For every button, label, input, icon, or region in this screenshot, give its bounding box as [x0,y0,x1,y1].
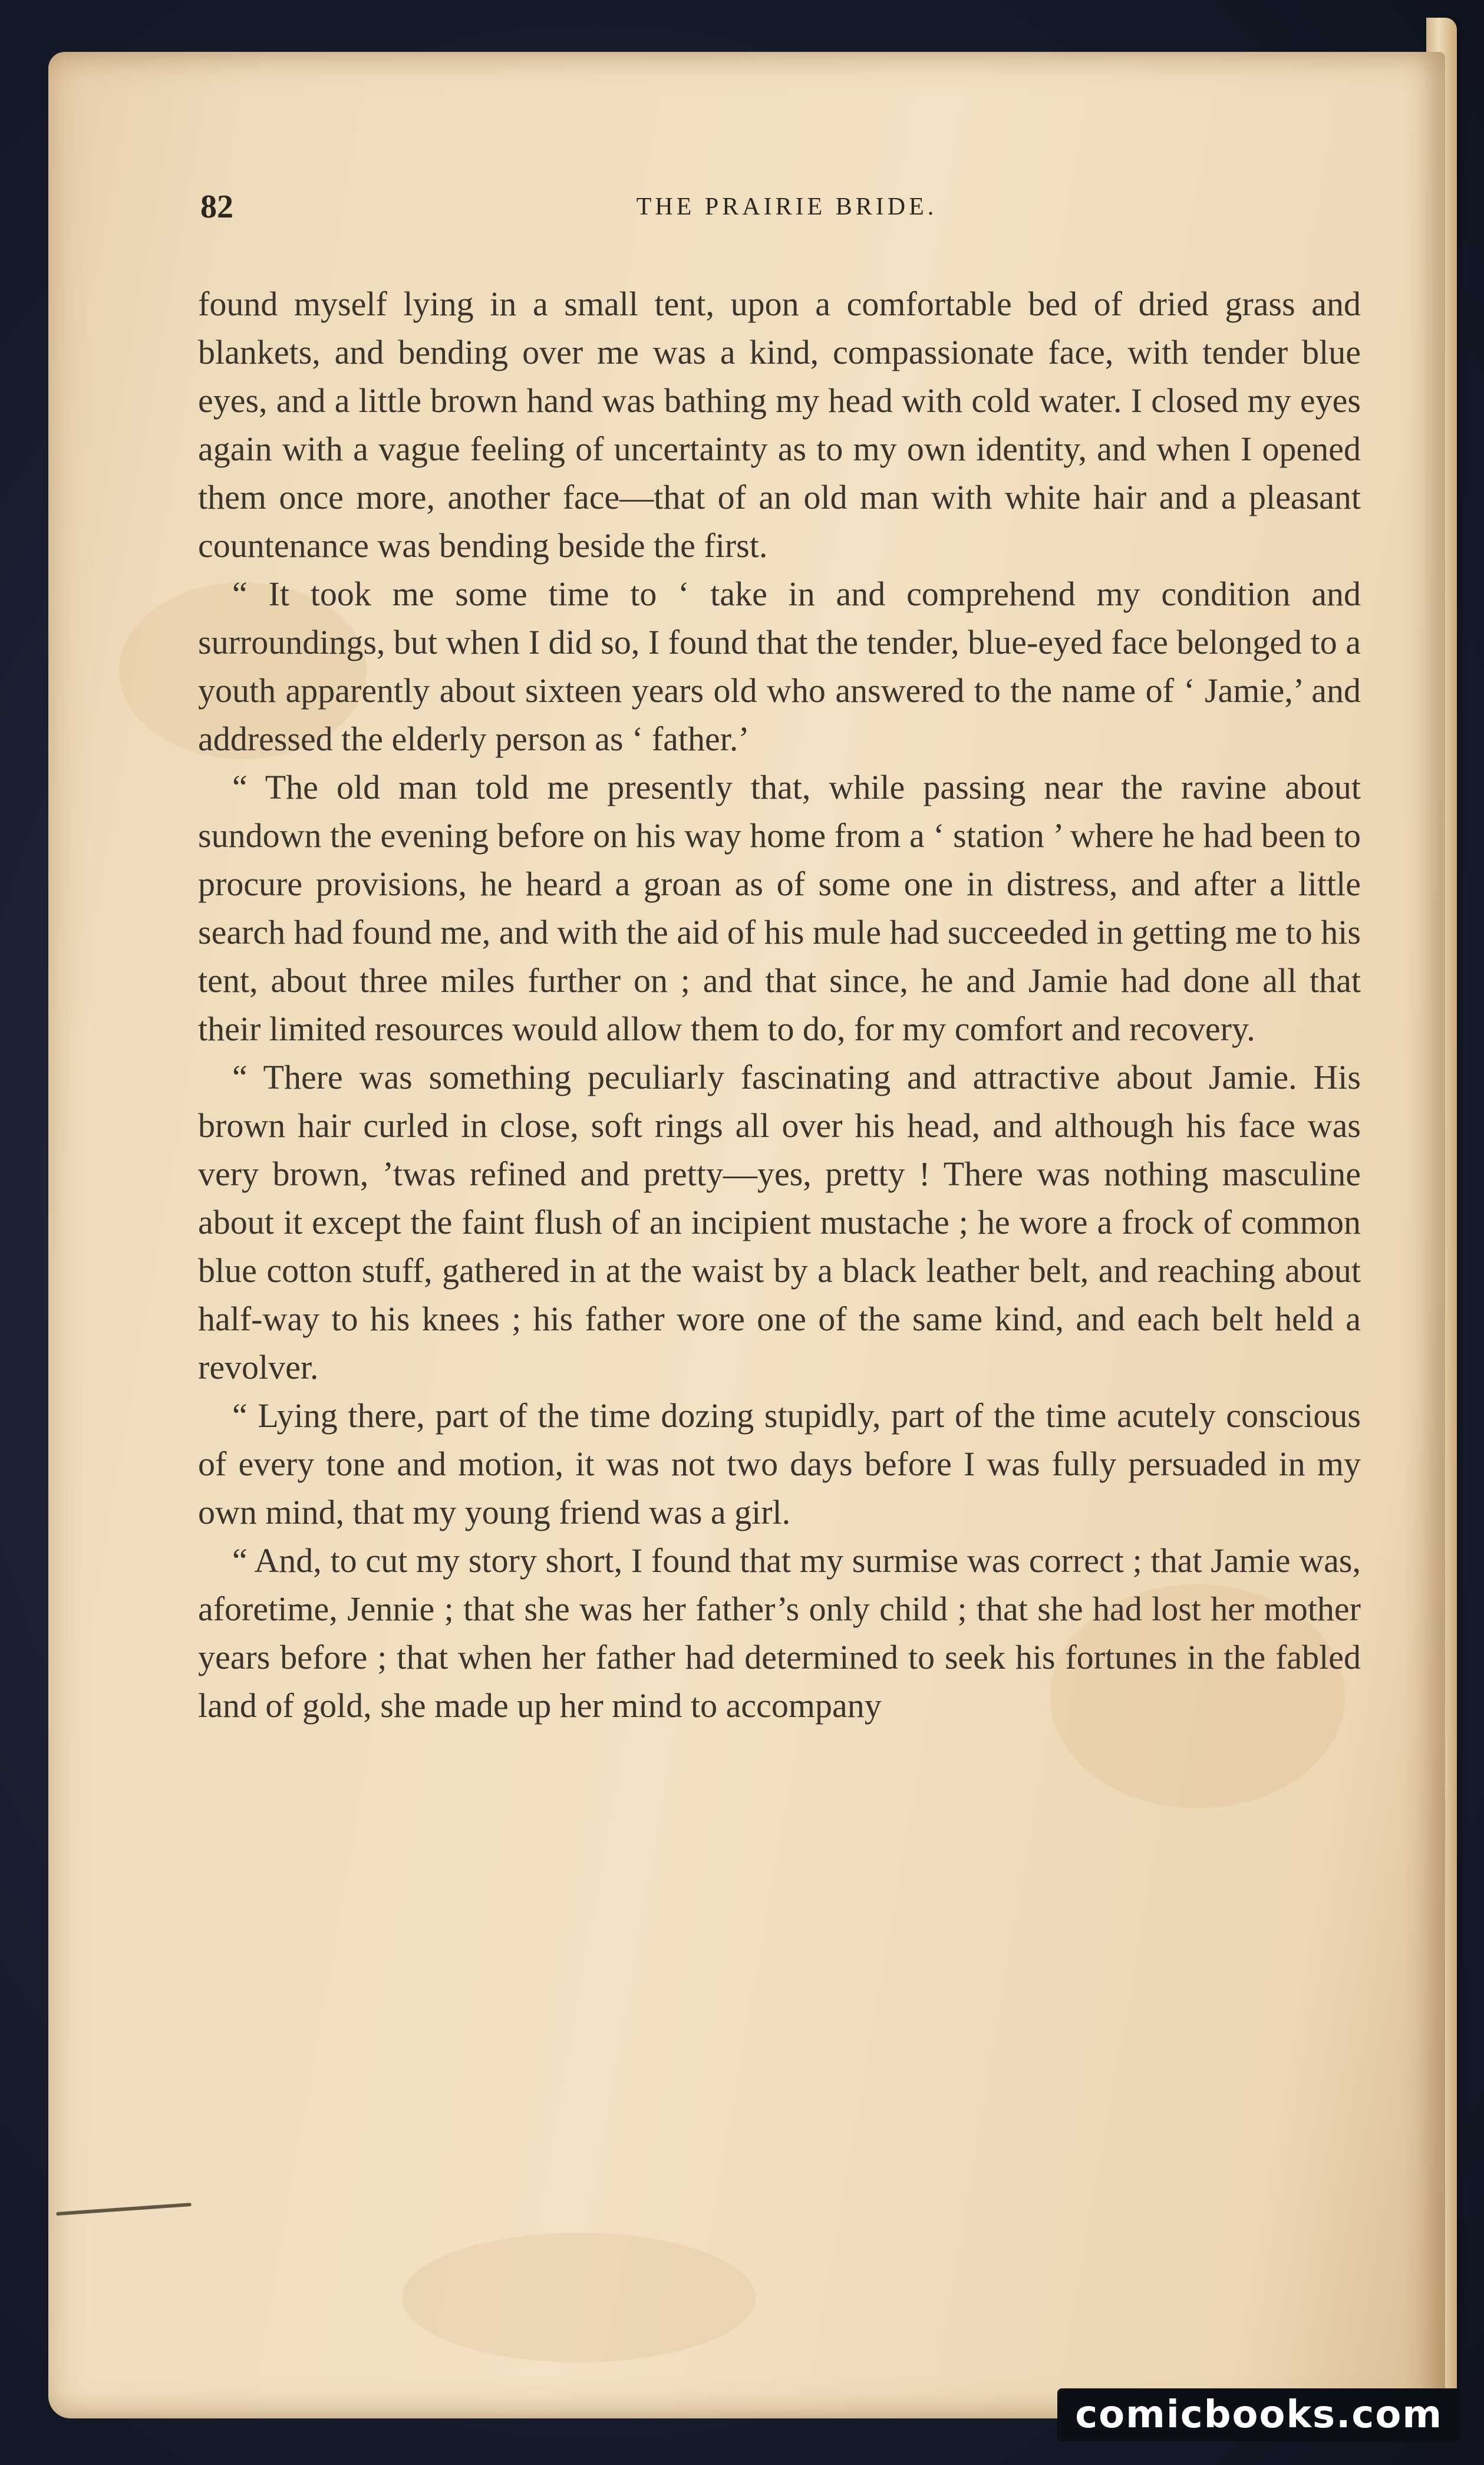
paragraph: “ And, to cut my story short, I found that my surmise was correct ; that Jamie was, aforetime, Jennie ; that she was her father’s only child ; that she had lost her mother years before ; that when her father had determined to seek his fortunes in the fabled land of gold, she made up her mind to accompany [198,1541,1361,1725]
page-number: 82 [200,189,233,225]
paragraph: “ The old man told me presently that, while passing near the ravine about sundown the evening before on his way home from a ‘ station ’ where he had been to procure provisions, he heard a groan as of some one in distress, and after a little search had found me, and with the aid of his mule had succeeded in getting me to his tent, about three miles further on ; and that since, he and Jamie had done all that their limited resources would allow them to do, for my comfort and recovery. [198,768,1361,1048]
paragraph: “ There was something peculiarly fascinating and attractive about Jamie. His brown hair curled in close, soft rings all over his head, and although his face was very brown, ’twas refined and pretty—yes, pretty ! There was nothing masculine about it except the faint flush of an incipient mustache ; he wore a frock of common blue cotton stuff, gathered in at the waist by a black leather belt, and reaching about half-way to his knees ; his father wore one of the same kind, and each belt held a revolver. [198,1058,1361,1386]
paragraph: “ It took me some time to ‘ take in and comprehend my condition and surroundings, but when I did so, I found that the tender, blue-eyed face belonged to a youth apparently about sixteen years old who answered to the name of ‘ Jamie,’ and addressed the elderly person as ‘ father.’ [198,575,1361,758]
paragraph: “ Lying there, part of the time dozing stupidly, part of the time acutely conscious of every tone and motion, it was not two days before I was fully persuaded in my own mind, that my young friend was a girl. [198,1396,1361,1531]
site-watermark: comicbooks.com [1057,2388,1460,2441]
body-text [198,280,1361,1730]
paper-stain [402,2233,756,2362]
running-title: THE PRAIRIE BRIDE. [636,193,938,220]
paragraph: found myself lying in a small tent, upon a comfortable bed of dried grass and blankets, and bending over me was a kind, compassionate face, with tender blue eyes, and a little brown hand was bathing my head with cold water. I closed my eyes again with a vague feeling of uncertainty as to my own identity, and when I opened them once more, another face—that of an old man with white hair and a pleasant countenance was bending beside the first. [198,285,1361,565]
running-head [200,187,1350,226]
